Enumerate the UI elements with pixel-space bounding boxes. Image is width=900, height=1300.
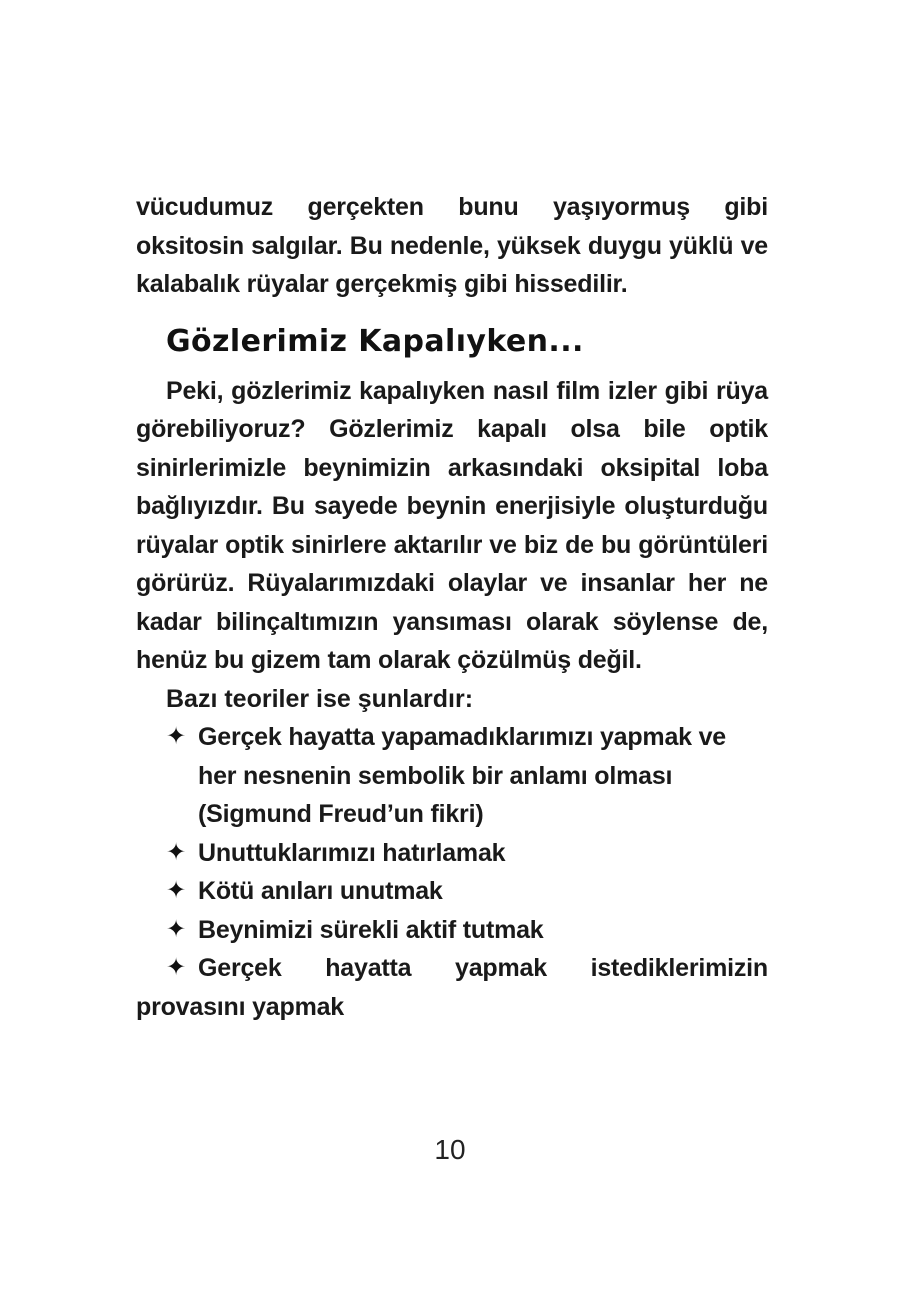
list-item-text: Kötü anıları unutmak <box>198 877 443 905</box>
four-point-star-bullet-icon: ✦ <box>166 954 186 981</box>
list-intro: Bazı teoriler ise şunlardır: <box>166 684 474 713</box>
list-item <box>136 834 768 873</box>
list-item <box>136 718 768 834</box>
page-body <box>136 188 768 1026</box>
list-item-text: Gerçek hayatta yapamadıklarımızı yapmak ve her nesnenin sembolik bir anlamı olması (Sigmund Freud’un fikri) <box>198 723 727 828</box>
list-item <box>136 872 768 911</box>
continuation-paragraph: vücudumuz gerçekten bunu yaşıyormuş gibi oksitosin salgılar. Bu nedenle, yüksek duygu yüklü ve kalabalık rüyalar gerçekmiş gibi hissedilir. <box>136 193 768 298</box>
theory-list <box>136 718 768 1026</box>
list-item <box>136 949 768 1026</box>
four-point-star-bullet-icon: ✦ <box>166 915 186 943</box>
page-number: 10 <box>434 1134 466 1165</box>
list-item-text: Gerçek hayatta yapmak istediklerimizin provasını yapmak <box>136 954 768 1021</box>
section-heading: Gözlerimiz Kapalıyken... <box>166 323 584 359</box>
list-item-text: Unuttuklarımızı hatırlamak <box>198 838 506 867</box>
body-paragraph: Peki, gözlerimiz kapalıyken nasıl film izler gibi rüya görebiliyoruz? Gözlerimiz kapalı olsa bile optik sinirlerimizle beynimizin arkasındaki oksipital loba bağlıyızdır. Bu sayede beynin enerjisiyle oluşturduğu rüyalar optik sinirlere aktarılır ve biz de bu görüntüleri görürüz. Rüyalarımızdaki olaylar ve insanlar her ne kadar bilinçaltımızın yansıması olarak söylense de, henüz bu gizem tam olarak çözülmüş değil. <box>136 376 768 674</box>
four-point-star-bullet-icon: ✦ <box>166 838 186 866</box>
four-point-star-bullet-icon: ✦ <box>166 723 186 750</box>
list-item <box>136 911 768 950</box>
four-point-star-bullet-icon: ✦ <box>166 877 186 904</box>
list-item-text: Beynimizi sürekli aktif tutmak <box>198 915 544 944</box>
